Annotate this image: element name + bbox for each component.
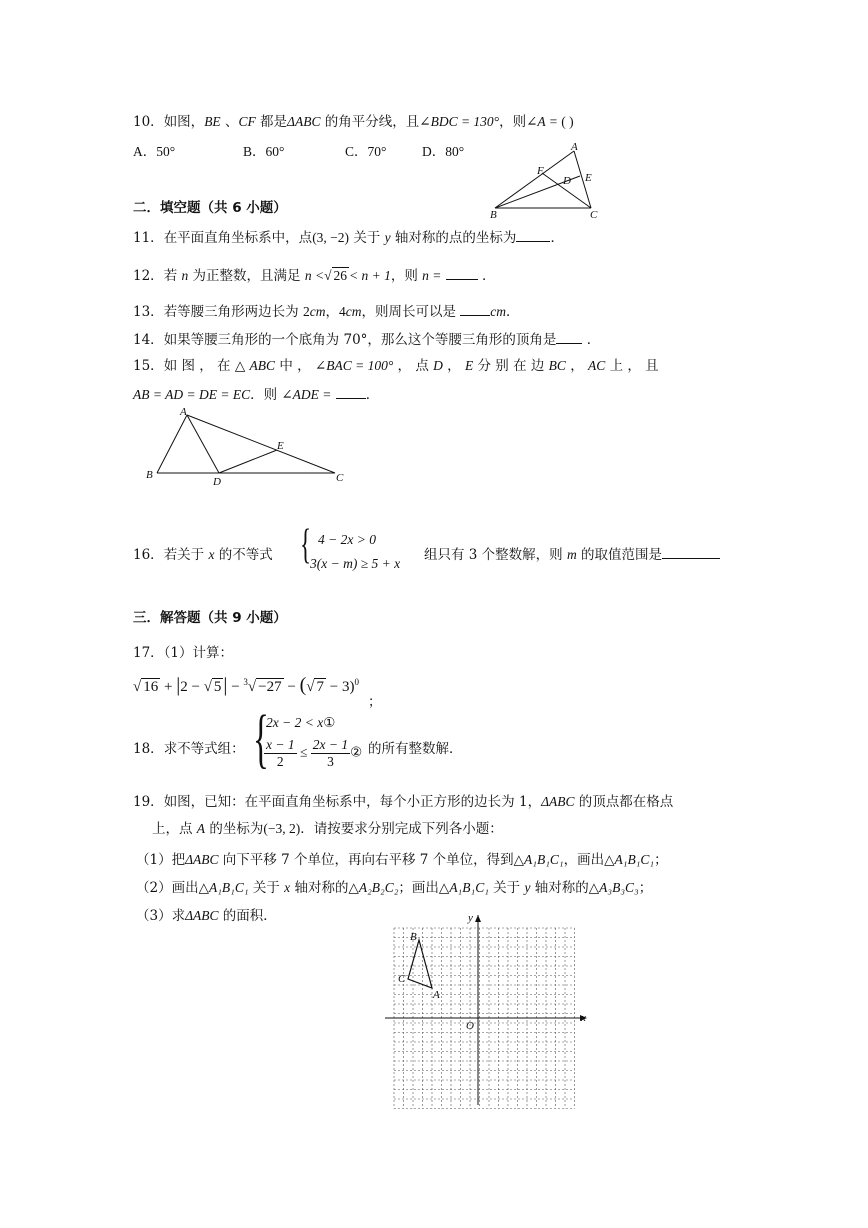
- question-number: 10．: [133, 114, 164, 130]
- text: 组只有 3 个整数解，则: [424, 547, 567, 563]
- point-d: D: [433, 358, 443, 373]
- equal-sides: AB = AD = DE = EC: [133, 387, 251, 402]
- question-number: 16．: [133, 547, 164, 563]
- radicand-neg-27: −27: [258, 679, 282, 695]
- question-number: 19．: [133, 794, 164, 810]
- answer-blank[interactable]: [336, 386, 366, 399]
- text: 若关于: [163, 547, 209, 563]
- radicand-5: 5: [213, 679, 222, 695]
- section-title-fill-in: 二．填空题（共 6 小题）: [133, 200, 287, 216]
- unit: cm: [309, 304, 326, 319]
- op: −: [227, 679, 244, 695]
- question-number: 13．: [133, 304, 164, 320]
- text: 、: [220, 114, 239, 130]
- text: 轴对称的△: [290, 880, 359, 896]
- angle-bdc: ∠BDC = 130°: [419, 114, 500, 129]
- question-19-line-2: [152, 817, 503, 837]
- circle-2: ②: [350, 744, 363, 760]
- text: 若: [163, 268, 182, 284]
- answer-blank[interactable]: [662, 546, 720, 559]
- q10-option-d: D．80°: [422, 144, 465, 159]
- q15-triangle-figure: [143, 405, 353, 490]
- text: 的不等式: [214, 547, 273, 563]
- op: ≤: [299, 744, 308, 760]
- q17-semicolon: ；: [368, 694, 382, 710]
- text: 如 图 ， 在 △: [163, 358, 250, 374]
- inequality-1: 2x − 2 < x: [266, 715, 324, 730]
- text: ．请按要求分别完成下列各小题：: [300, 821, 503, 837]
- question-19-part-2: [136, 876, 652, 896]
- radicand-7: 7: [316, 679, 324, 695]
- abs-inner: 2 −: [180, 679, 204, 695]
- q19-coordinate-grid: [380, 905, 595, 1110]
- q18-ineq-1: [266, 715, 335, 731]
- text: ， 点: [393, 358, 434, 374]
- op: −: [283, 679, 300, 695]
- text: 关于: [349, 230, 385, 246]
- triangle-abc: ΔABC: [185, 852, 219, 867]
- q16-ineq-2: 3(x − m) ≥ 5 + x: [310, 556, 401, 571]
- question-17-lead: [133, 641, 233, 661]
- text: 上 ， 且: [605, 358, 659, 374]
- text: ，则: [390, 268, 423, 284]
- axis-x: x: [284, 880, 291, 895]
- exponent-0: 0: [354, 677, 359, 687]
- question-18-lead: [133, 737, 245, 757]
- label-c: C: [336, 472, 344, 484]
- frac-denominator: 3: [327, 754, 334, 769]
- question-16-tail: [424, 543, 720, 563]
- point-coords: (−3, 2): [263, 821, 301, 836]
- question-10-stem: [133, 110, 574, 130]
- question-number: 17．: [133, 645, 164, 661]
- label-c: C: [398, 973, 406, 985]
- side-1: 2: [302, 304, 310, 319]
- text: 的取值范围是: [576, 547, 663, 563]
- text: ，则: [499, 114, 527, 130]
- unit: cm: [490, 304, 507, 319]
- text: （1）计算：: [163, 645, 234, 661]
- text: （1）把: [136, 852, 186, 868]
- segment-be: BE: [204, 114, 221, 129]
- text: 求不等式组：: [163, 741, 245, 757]
- text: 如图，已知：在平面直角坐标系中，每个小正方形的边长为 1，: [163, 794, 542, 810]
- op: +: [160, 679, 177, 695]
- unit: cm: [345, 304, 362, 319]
- question-number: 11．: [133, 230, 164, 246]
- label-c: C: [590, 209, 598, 220]
- label-b: B: [410, 931, 417, 943]
- angle-a: ∠A =: [526, 114, 558, 129]
- q18-ineq-2: [264, 737, 362, 770]
- text: （3）求: [136, 908, 186, 924]
- triangle-a1b1c1: A₁B₁C₁: [614, 852, 655, 867]
- point-e: E: [464, 358, 474, 373]
- answer-blank[interactable]: [556, 331, 582, 344]
- label-e: E: [585, 172, 592, 184]
- question-19-line-1: [133, 790, 673, 810]
- triangle-a1b1c1: A₁B₁C₁: [208, 880, 249, 895]
- answer-paren: ( ): [557, 114, 574, 129]
- text: ．: [365, 387, 380, 403]
- label-e: E: [277, 440, 284, 452]
- side-ac: AC: [588, 358, 606, 373]
- section-title-solutions: 三．解答题（共 9 小题）: [133, 610, 287, 626]
- ineq-right: < n + 1: [349, 268, 391, 283]
- text: 的坐标为: [205, 821, 264, 837]
- text: ．: [550, 230, 564, 246]
- label-y: y: [468, 912, 473, 924]
- paren: (: [299, 674, 307, 696]
- text: 轴对称的点的坐标为: [390, 230, 517, 246]
- triangle-a1b1c1: A₁B₁C₁: [449, 880, 489, 895]
- text: ．则: [250, 387, 282, 403]
- text: 关于: [488, 880, 525, 896]
- text: ，: [325, 304, 339, 320]
- text: 如图，: [163, 114, 205, 130]
- question-number: 18．: [133, 741, 164, 757]
- side-ac: [187, 415, 335, 473]
- point-a: A: [196, 821, 206, 836]
- text: ．: [482, 268, 496, 284]
- question-15-line-2: [133, 383, 379, 403]
- label-a: A: [433, 989, 440, 1001]
- text: （2）画出△: [136, 880, 209, 896]
- segment-cf: CF: [238, 114, 256, 129]
- label-origin: O: [466, 1020, 474, 1032]
- label-b: B: [146, 469, 153, 481]
- frac-denominator: 2: [276, 754, 284, 769]
- point: (3, −2): [312, 230, 350, 245]
- q10-option-a: A．50°: [133, 144, 176, 159]
- question-11: [133, 226, 564, 246]
- text: ．: [586, 332, 601, 348]
- system-brace: {: [253, 702, 269, 775]
- text: 的顶点都在格点: [574, 794, 674, 810]
- text: 如果等腰三角形的一个底角为 70°，那么这个等腰三角形的顶角是: [163, 332, 557, 348]
- q10-option-c: C．70°: [345, 144, 387, 159]
- text: ．: [506, 304, 520, 320]
- triangle-abc: ΔABC: [185, 908, 219, 923]
- question-15-line-1: [133, 354, 659, 374]
- label-a: A: [571, 141, 578, 153]
- triangle-abc: ΔABC: [287, 114, 321, 129]
- question-13: [133, 300, 520, 320]
- q10-option-b: B．60°: [243, 144, 285, 159]
- segment-ad: [187, 415, 219, 473]
- triangle-abc: ABC: [249, 358, 276, 373]
- label-x: x: [581, 1012, 586, 1024]
- angle-ade: ∠ADE =: [281, 387, 332, 402]
- angle-bac: ∠BAC = 100°: [314, 358, 394, 373]
- text: 上，点: [152, 821, 197, 837]
- circle-1: ①: [323, 715, 336, 730]
- text: 在平面直角坐标系中，点: [163, 230, 313, 246]
- text: 若等腰三角形两边长为: [163, 304, 303, 320]
- label-b: B: [490, 209, 497, 220]
- q10-triangle-figure: [490, 140, 605, 220]
- triangle-a2b2c2: A₂B₂C₂: [358, 880, 399, 895]
- question-number: 15．: [133, 358, 164, 374]
- text: 中 ，: [275, 358, 315, 374]
- var-n: n: [181, 268, 189, 283]
- text: ；: [654, 852, 668, 868]
- q16-ineq-1: 4 − 2x > 0: [318, 532, 376, 547]
- frac-numerator: x − 1: [266, 737, 295, 752]
- question-14: [133, 328, 600, 348]
- text: ；画出△: [398, 880, 450, 896]
- axis-y: y: [384, 230, 391, 245]
- axis-y: y: [524, 880, 531, 895]
- answer-blank[interactable]: [446, 267, 478, 280]
- label-a: A: [180, 406, 187, 418]
- answer-blank[interactable]: [460, 303, 490, 316]
- q17-expression: √ 16 + |2 − √ 5 | − $^3$√ −27 − (√ 7 − 3)$^0$: [133, 674, 359, 696]
- frac-numerator: 2x − 1: [312, 737, 349, 752]
- question-number: 14．: [133, 332, 164, 348]
- cube-root-index: 3: [243, 677, 248, 687]
- text: ；: [638, 880, 653, 896]
- text: 为正整数，且满足: [188, 268, 305, 284]
- text: ，画出△: [563, 852, 615, 868]
- text: 分 别 在 边: [473, 358, 549, 374]
- system-brace: {: [300, 522, 312, 568]
- text: 都是: [255, 114, 288, 130]
- question-19-part-1: [136, 848, 668, 868]
- text: ，则周长可以是: [361, 304, 461, 320]
- paren-close: − 3): [325, 679, 355, 695]
- label-f: F: [537, 165, 544, 177]
- question-16-lead: [133, 543, 273, 563]
- text: ，: [442, 358, 465, 374]
- label-d: D: [563, 175, 571, 187]
- question-number: 12．: [133, 268, 164, 284]
- side-2: 4: [338, 304, 346, 319]
- segment-de: [219, 450, 277, 473]
- label-d: D: [213, 476, 221, 488]
- text: ，: [565, 358, 589, 374]
- answer-blank[interactable]: [516, 229, 550, 242]
- var-n-eq: n =: [422, 268, 442, 283]
- question-12: 12．若 n 为正整数，且满足 n <√ 26 < n + 1，则 n = ．: [133, 268, 496, 284]
- triangle-a1b1c1: A₁B₁C₁: [524, 852, 564, 867]
- triangle-a3b3c3: A₃B₃C₃: [599, 880, 639, 895]
- ineq-left: n <: [304, 268, 325, 283]
- question-19-part-3: [136, 904, 277, 924]
- triangle-abc: ΔABC: [541, 794, 575, 809]
- side-bc: BC: [548, 358, 566, 373]
- text: 关于: [248, 880, 285, 896]
- text: 的面积．: [218, 908, 277, 924]
- var-m: m: [566, 547, 577, 562]
- side-ab: [157, 415, 187, 473]
- y-axis-arrow: [475, 915, 481, 922]
- radicand: 26: [333, 268, 347, 283]
- radicand-16: 16: [143, 679, 159, 695]
- text: 向下平移 7 个单位，再向右平移 7 个单位，得到△: [218, 852, 525, 868]
- text: 轴对称的△: [530, 880, 600, 896]
- question-18-tail: 的所有整数解．: [368, 741, 463, 757]
- var-x: x: [208, 547, 215, 562]
- text: 的角平分线，且: [320, 114, 420, 130]
